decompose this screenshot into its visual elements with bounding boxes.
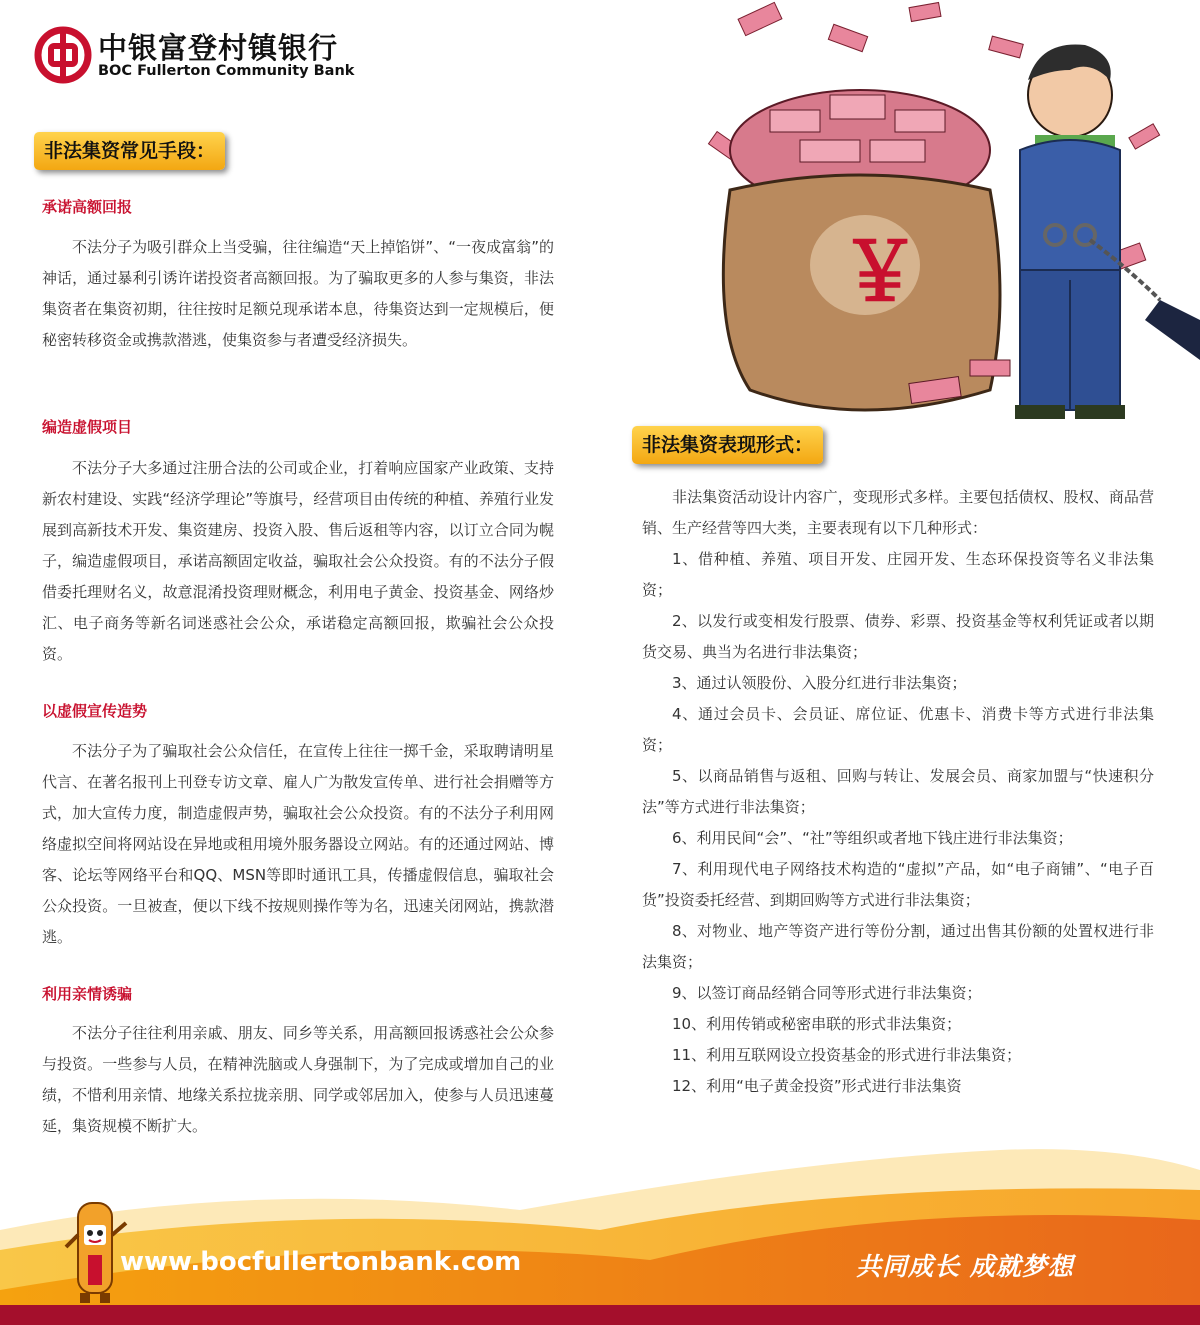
slogan: 共同成长 成就梦想	[856, 1252, 1074, 1281]
boc-logo-icon	[34, 26, 92, 84]
bag-yen-symbol: ￥	[840, 226, 920, 319]
method-text-2: 不法分子大多通过注册合法的公司或企业，打着响应国家产业政策、支持新农村建设、实践“经济学理论”等旗号，经营项目由传统的种植、养殖行业发展到高新技术开发、集资建房、投资入股、售后返租等内容，以订立合同为幌子，编造虚假项目，承诺高额固定收益，骗取社会公众投资。有的不法分子假借委托理财名义，故意混淆投资理财概念，利用电子黄金、投资基金、网络炒汇、电子商务等新名词迷惑社会公众，承诺稳定高额回报，欺骗社会公众投资。	[42, 459, 554, 663]
method-block-3	[42, 736, 554, 953]
method-heading-1: 承诺高额回报	[42, 198, 133, 216]
forms-item-9: 9、以签订商品经销合同等形式进行非法集资；	[672, 984, 982, 1002]
method-text-4: 不法分子往往利用亲戚、朋友、同乡等关系，用高额回报诱惑社会公众参与投资。一些参与人员，在精神洗脑或人身强制下，为了完成或增加自己的业绩，不惜利用亲情、地缘关系拉拢亲朋、同学或邻居加入，使参与人员迅速蔓延，集资规模不断扩大。	[42, 1024, 554, 1135]
method-text-1: 不法分子为吸引群众上当受骗，往往编造“天上掉馅饼”、“一夜成富翁”的神话，通过暴利引诱许诺投资者高额回报。为了骗取更多的人参与集资，非法集资者在集资初期，往往按时足额兑现承诺本息，待集资达到一定规模后，便秘密转移资金或携款潜逃，使集资参与者遭受经济损失。	[42, 238, 554, 349]
method-block-2	[42, 453, 554, 670]
forms-item-3: 3、通过认领股份、入股分红进行非法集资；	[672, 674, 967, 692]
forms-list	[642, 482, 1154, 1102]
section-title-forms: 非法集资表现形式：	[632, 426, 823, 464]
section-title-methods: 非法集资常见手段：	[34, 132, 225, 170]
forms-item-12: 12、利用“电子黄金投资”形式进行非法集资	[672, 1077, 962, 1095]
forms-item-7: 7、利用现代电子网络技术构造的“虚拟”产品，如“电子商铺”、“电子百货”投资委托经营、到期回购等方式进行非法集资；	[642, 860, 1154, 909]
forms-item-2: 2、以发行或变相发行股票、债券、彩票、投资基金等权利凭证或者以期货交易、典当为名进行非法集资；	[642, 612, 1154, 661]
forms-item-8: 8、对物业、地产等资产进行等份分割，通过出售其份额的处置权进行非法集资；	[642, 922, 1154, 971]
forms-item-10: 10、利用传销或秘密串联的形式非法集资；	[672, 1015, 962, 1033]
bank-name-cn: 中银富登村镇银行	[98, 31, 339, 65]
forms-item-6: 6、利用民间“会”、“社”等组织或者地下钱庄进行非法集资；	[672, 829, 1073, 847]
method-heading-3: 以虚假宣传造势	[42, 702, 148, 720]
forms-item-4: 4、通过会员卡、会员证、席位证、优惠卡、消费卡等方式进行非法集资；	[642, 705, 1154, 754]
method-heading-4: 利用亲情诱骗	[42, 985, 133, 1003]
method-block-1	[42, 232, 554, 356]
forms-item-11: 11、利用互联网设立投资基金的形式进行非法集资；	[672, 1046, 1022, 1064]
forms-item-5: 5、以商品销售与返租、回购与转让、发展会员、商家加盟与“快速积分法”等方式进行非法集资；	[642, 767, 1154, 816]
website-link[interactable]: www.bocfullertonbank.com	[120, 1247, 522, 1277]
method-block-4	[42, 1018, 554, 1142]
forms-item-1: 1、借种植、养殖、项目开发、庄园开发、生态环保投资等名义非法集资；	[642, 550, 1154, 599]
footer-wave-background	[0, 1140, 1200, 1325]
method-heading-2: 编造虚假项目	[42, 418, 133, 436]
money-bag-arrest-illustration	[690, 0, 1200, 430]
forms-intro: 非法集资活动设计内容广，变现形式多样。主要包括债权、股权、商品营销、生产经营等四大类，主要表现有以下几种形式：	[642, 488, 1154, 537]
bank-name-en: BOC Fullerton Community Bank	[98, 63, 355, 79]
method-text-3: 不法分子为了骗取社会公众信任，在宣传上往往一掷千金，采取聘请明星代言、在著名报刊上刊登专访文章、雇人广为散发宣传单、进行社会捐赠等方式，加大宣传力度，制造虚假声势，骗取社会公众投资。有的不法分子利用网络虚拟空间将网站设在异地或租用境外服务器设立网站。有的还通过网站、博客、论坛等网络平台和QQ、MSN等即时通讯工具，传播虚假信息，骗取社会公众投资。一旦被查，便以下线不按规则操作等为名，迅速关闭网站，携款潜逃。	[42, 742, 554, 946]
